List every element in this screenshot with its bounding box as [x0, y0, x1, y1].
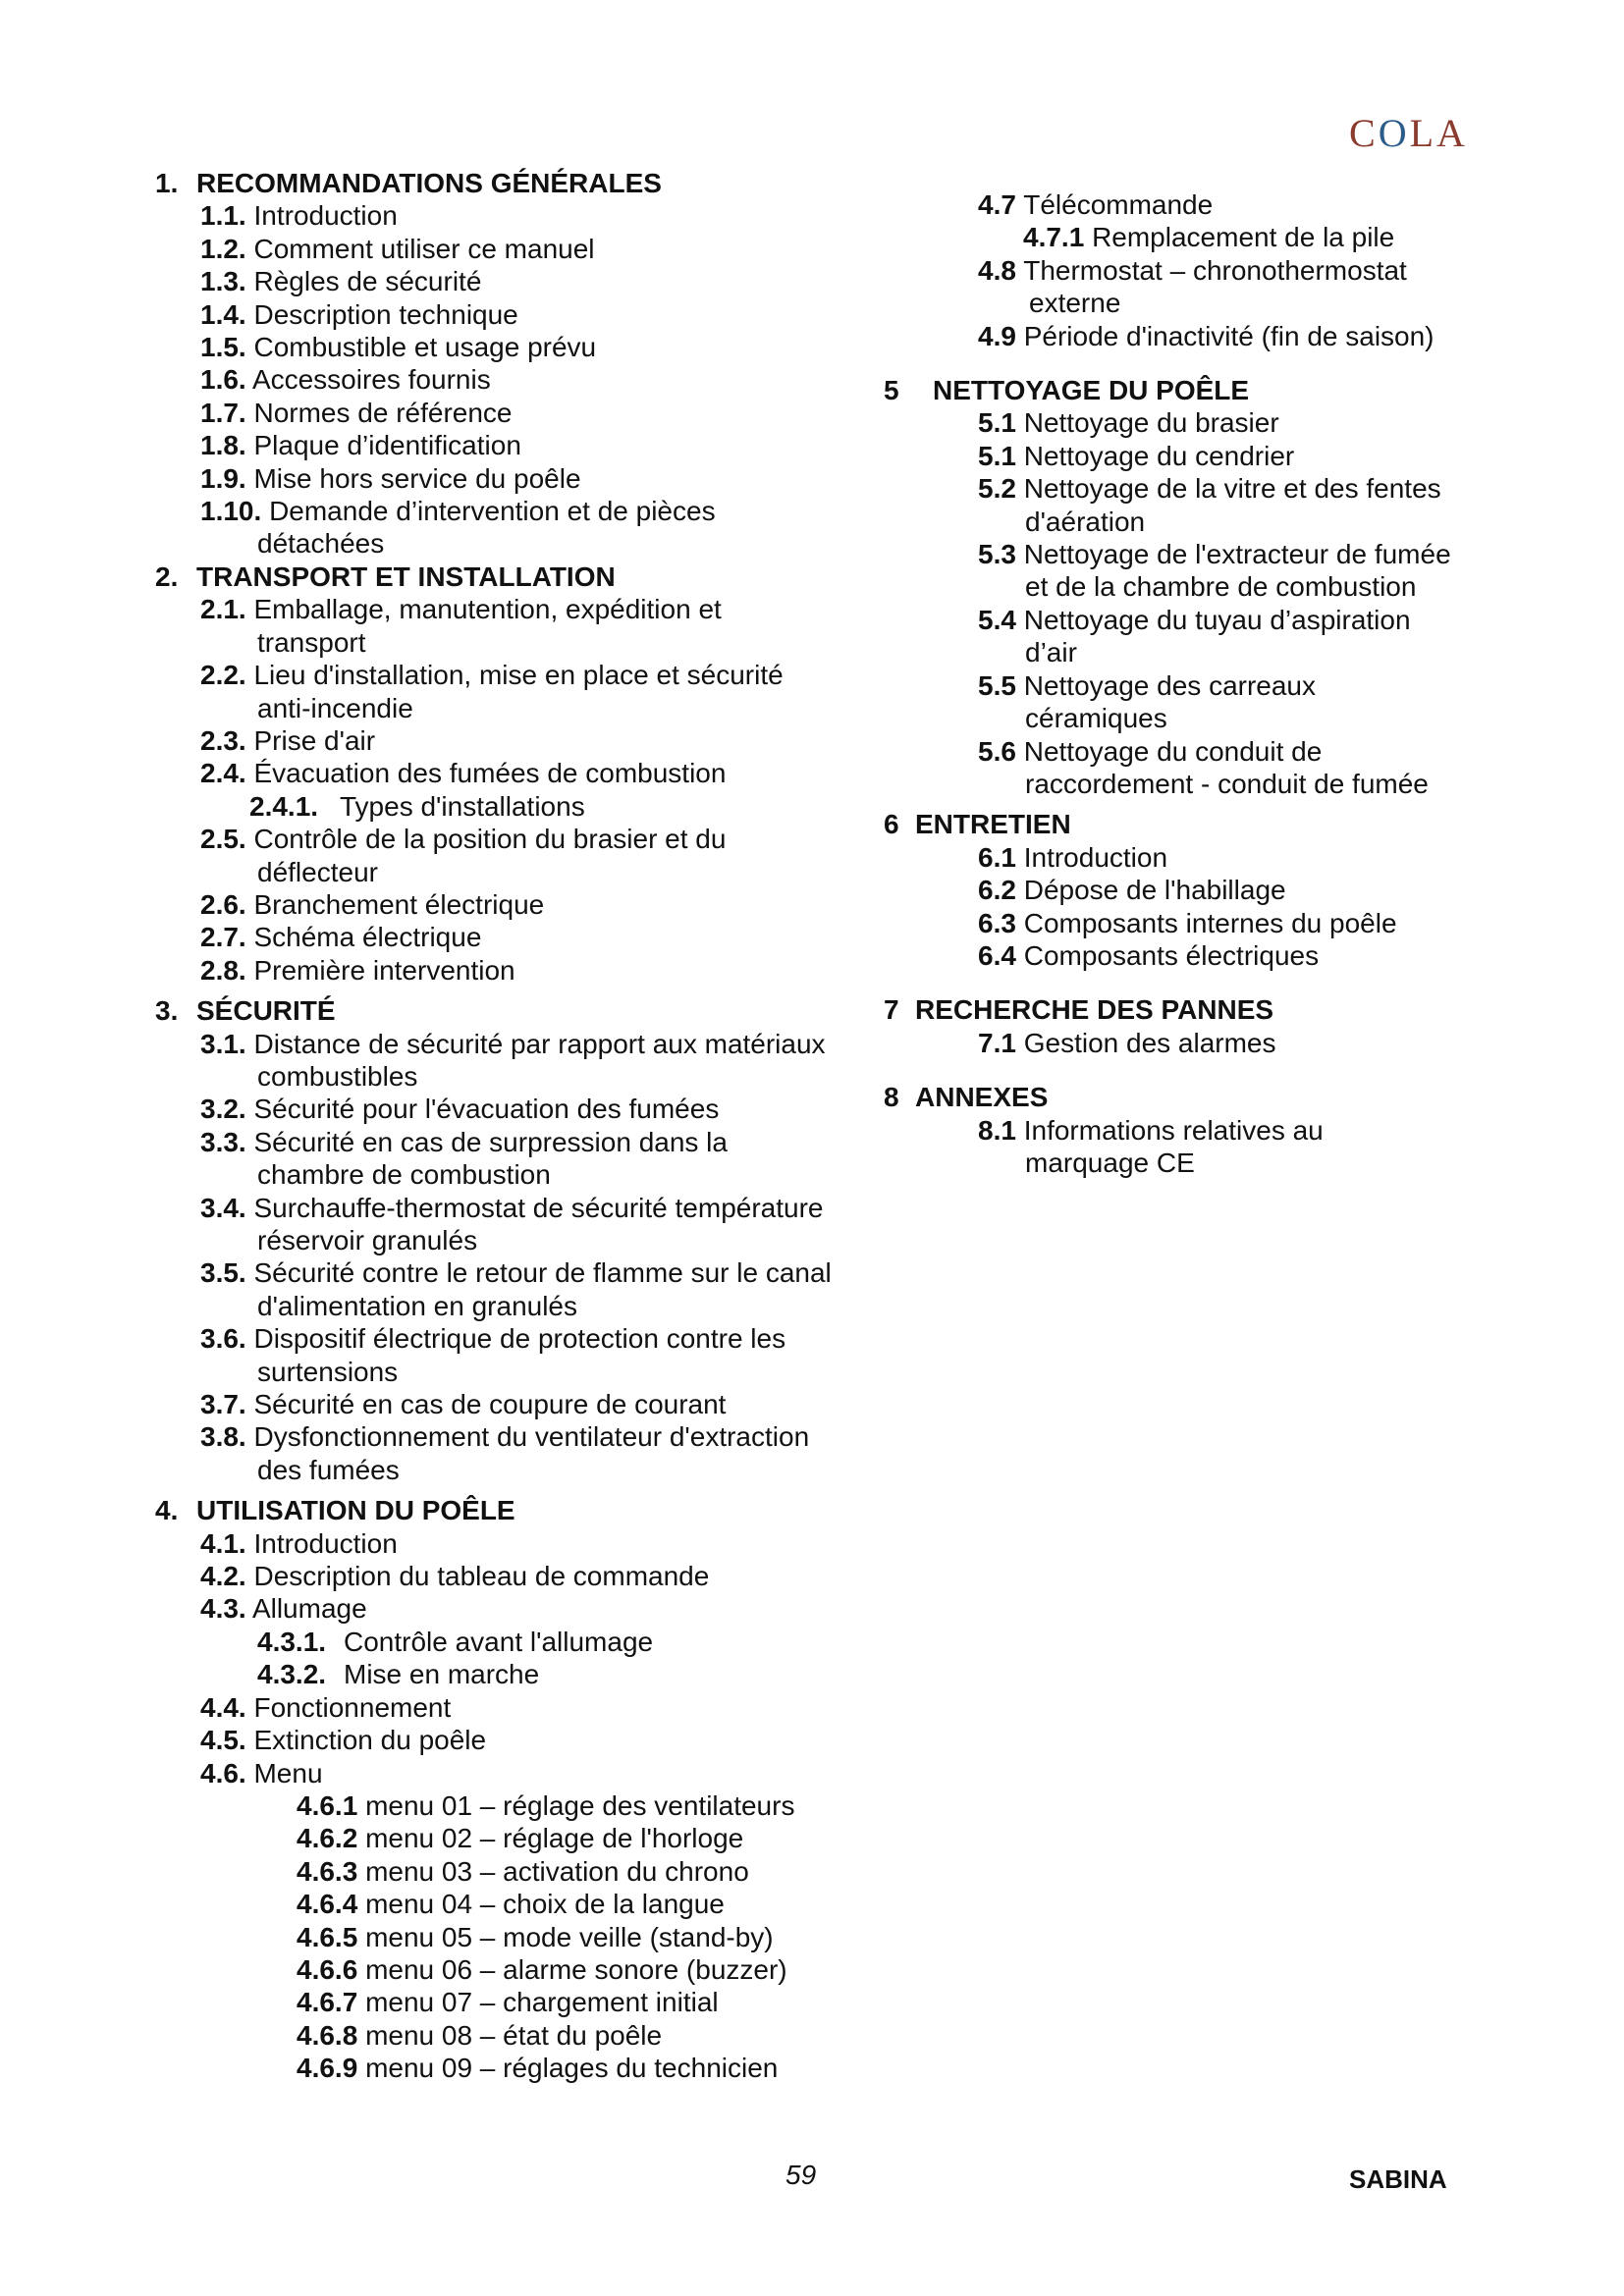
- toc-entry[interactable]: 3.7. Sécurité en cas de coupure de courant: [200, 1389, 727, 1420]
- toc-section-heading[interactable]: 4. UTILISATION DU POÊLE: [155, 1495, 515, 1526]
- toc-entry[interactable]: 1.5. Combustible et usage prévu: [200, 332, 597, 363]
- toc-entry[interactable]: 4.7 Télécommande: [978, 189, 1214, 220]
- toc-entry-continuation[interactable]: et de la chambre de combustion: [1025, 571, 1417, 603]
- toc-entry[interactable]: 4.8 Thermostat – chronothermostat: [978, 254, 1407, 286]
- toc-entry[interactable]: 5.5 Nettoyage des carreaux: [978, 669, 1316, 701]
- toc-subentry[interactable]: 4.6.4 menu 04 – choix de la langue: [297, 1889, 725, 1920]
- toc-entry-continuation[interactable]: combustibles: [257, 1060, 418, 1092]
- toc-entry[interactable]: 6.3 Composants internes du poêle: [978, 907, 1397, 938]
- toc-entry[interactable]: 5.4 Nettoyage du tuyau d’aspiration: [978, 604, 1411, 635]
- toc-subentry[interactable]: 4.3.1. Contrôle avant l'allumage: [257, 1626, 654, 1657]
- toc-entry[interactable]: 5.1 Nettoyage du brasier: [978, 407, 1279, 439]
- toc-subentry[interactable]: 4.6.8 menu 08 – état du poêle: [297, 2019, 663, 2051]
- toc-entry[interactable]: 3.8. Dysfonctionnement du ventilateur d'extraction: [200, 1421, 810, 1453]
- toc-entry[interactable]: 3.1. Distance de sécurité par rapport aux matériaux: [200, 1028, 826, 1059]
- toc-entry-continuation[interactable]: déflecteur: [257, 856, 378, 887]
- toc-entry[interactable]: 5.3 Nettoyage de l'extracteur de fumée: [978, 539, 1451, 570]
- toc-section-heading[interactable]: 5 NETTOYAGE DU POÊLE: [884, 375, 1250, 406]
- toc-entry[interactable]: 4.2. Description du tableau de commande: [200, 1561, 710, 1592]
- toc-entry[interactable]: 5.6 Nettoyage du conduit de: [978, 735, 1323, 767]
- toc-entry[interactable]: 2.6. Branchement électrique: [200, 888, 545, 920]
- toc-entry[interactable]: 3.2. Sécurité pour l'évacuation des fumées: [200, 1094, 720, 1125]
- toc-entry[interactable]: 1.4. Description technique: [200, 298, 518, 330]
- toc-entry[interactable]: 1.3. Règles de sécurité: [200, 266, 482, 297]
- toc-entry[interactable]: 1.8. Plaque d’identification: [200, 430, 521, 461]
- toc-entry[interactable]: 5.1 Nettoyage du cendrier: [978, 440, 1295, 471]
- footer-model-name: SABINA: [1349, 2164, 1447, 2194]
- toc-entry-continuation[interactable]: réservoir granulés: [257, 1225, 478, 1255]
- toc-section-heading[interactable]: 1. RECOMMANDATIONS GÉNÉRALES: [155, 168, 662, 198]
- toc-entry-continuation[interactable]: céramiques: [1025, 703, 1167, 734]
- toc-subentry[interactable]: 2.4.1. Types d'installations: [249, 790, 585, 822]
- toc-entry[interactable]: 2.2. Lieu d'installation, mise en place et sécurité: [200, 660, 784, 691]
- toc-subentry[interactable]: 4.6.1 menu 01 – réglage des ventilateurs: [297, 1789, 795, 1821]
- toc-subentry[interactable]: 4.3.2. Mise en marche: [257, 1659, 540, 1690]
- toc-subentry[interactable]: 4.7.1 Remplacement de la pile: [1023, 222, 1395, 253]
- toc-entry-continuation[interactable]: surtensions: [257, 1356, 399, 1387]
- toc-entry[interactable]: 1.6. Accessoires fournis: [200, 364, 491, 396]
- toc-subentry[interactable]: 4.6.2 menu 02 – réglage de l'horloge: [297, 1823, 744, 1854]
- toc-entry[interactable]: 1.10. Demande d’intervention et de pièces: [200, 496, 716, 527]
- toc-entry[interactable]: 2.7. Schéma électrique: [200, 922, 482, 953]
- toc-entry-continuation[interactable]: chambre de combustion: [257, 1159, 551, 1191]
- toc-subentry[interactable]: 4.6.3 menu 03 – activation du chrono: [297, 1855, 749, 1887]
- toc-section-heading[interactable]: 3. SÉCURITÉ: [155, 995, 336, 1027]
- toc-entry[interactable]: 4.3. Allumage: [200, 1593, 367, 1625]
- toc-entry-continuation[interactable]: transport: [257, 626, 366, 658]
- brand-logo: COLA: [1349, 111, 1468, 155]
- toc-subentry[interactable]: 4.6.6 menu 06 – alarme sonore (buzzer): [297, 1953, 787, 1985]
- toc-right-column: [884, 188, 1492, 1179]
- toc-entry-continuation[interactable]: raccordement - conduit de fumée: [1025, 768, 1429, 799]
- toc-entry-continuation[interactable]: externe: [1029, 288, 1121, 319]
- toc-section-heading[interactable]: 8 ANNEXES: [884, 1082, 1049, 1113]
- toc-entry-continuation[interactable]: détachées: [257, 528, 385, 560]
- toc-entry-continuation[interactable]: des fumées: [257, 1454, 400, 1485]
- toc-entry-continuation[interactable]: anti-incendie: [257, 692, 413, 723]
- toc-left-column: [155, 167, 882, 2085]
- toc-entry[interactable]: 1.7. Normes de référence: [200, 397, 513, 428]
- toc-entry[interactable]: 5.2 Nettoyage de la vitre et des fentes: [978, 473, 1441, 505]
- toc-entry[interactable]: 8.1 Informations relatives au: [978, 1114, 1324, 1146]
- toc-section-heading[interactable]: 6 ENTRETIEN: [884, 809, 1071, 840]
- toc-entry[interactable]: 3.3. Sécurité en cas de surpression dans la: [200, 1126, 728, 1157]
- toc-entry[interactable]: 2.3. Prise d'air: [200, 724, 376, 756]
- toc-subentry[interactable]: 4.6.5 menu 05 – mode veille (stand-by): [297, 1921, 774, 1952]
- page-number: 59: [785, 2160, 817, 2190]
- toc-entry[interactable]: 6.2 Dépose de l'habillage: [978, 875, 1286, 906]
- toc-entry[interactable]: 1.9. Mise hors service du poêle: [200, 462, 581, 494]
- toc-entry[interactable]: 3.5. Sécurité contre le retour de flamme sur le canal: [200, 1257, 832, 1289]
- toc-entry[interactable]: 2.8. Première intervention: [200, 954, 515, 986]
- toc-entry-continuation[interactable]: d'aération: [1025, 506, 1146, 537]
- toc-entry[interactable]: 2.5. Contrôle de la position du brasier et du: [200, 824, 727, 855]
- toc-entry-continuation[interactable]: d'alimentation en granulés: [257, 1290, 578, 1321]
- toc-entry[interactable]: 7.1 Gestion des alarmes: [978, 1027, 1276, 1058]
- toc-entry[interactable]: 4.1. Introduction: [200, 1527, 398, 1559]
- toc-entry[interactable]: 6.4 Composants électriques: [978, 939, 1320, 971]
- toc-entry[interactable]: 1.1. Introduction: [200, 200, 398, 232]
- toc-entry[interactable]: 4.5. Extinction du poêle: [200, 1725, 487, 1756]
- toc-entry[interactable]: 6.1 Introduction: [978, 841, 1168, 873]
- toc-entry[interactable]: 4.9 Période d'inactivité (fin de saison): [978, 320, 1435, 351]
- toc-subentry[interactable]: 4.6.7 menu 07 – chargement initial: [297, 1987, 719, 2018]
- toc-subentry[interactable]: 4.6.9 menu 09 – réglages du technicien: [297, 2053, 779, 2084]
- toc-entry[interactable]: 2.1. Emballage, manutention, expédition et: [200, 594, 722, 625]
- toc-section-heading[interactable]: 7 RECHERCHE DES PANNES: [884, 994, 1274, 1026]
- toc-entry[interactable]: 4.4. Fonctionnement: [200, 1691, 452, 1723]
- toc-entry-continuation[interactable]: d’air: [1025, 637, 1077, 668]
- toc-entry-continuation[interactable]: marquage CE: [1025, 1147, 1195, 1178]
- toc-entry[interactable]: 3.4. Surchauffe-thermostat de sécurité température: [200, 1192, 824, 1223]
- toc-entry[interactable]: 2.4. Évacuation des fumées de combustion: [200, 758, 727, 789]
- toc-section-heading[interactable]: 2. TRANSPORT ET INSTALLATION: [155, 561, 616, 592]
- toc-entry[interactable]: 4.6. Menu: [200, 1757, 323, 1789]
- toc-entry[interactable]: 1.2. Comment utiliser ce manuel: [200, 233, 595, 264]
- toc-entry[interactable]: 3.6. Dispositif électrique de protection contre les: [200, 1323, 786, 1355]
